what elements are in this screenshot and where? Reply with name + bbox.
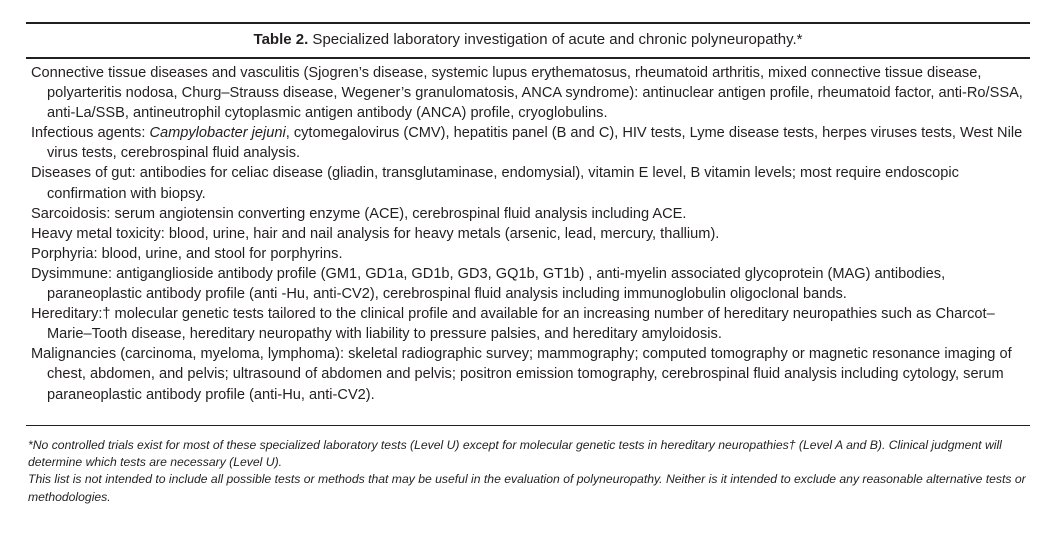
table-top-rule — [26, 22, 1030, 24]
entry-text: Hereditary:† molecular genetic tests tailored to the clinical profile and available for an increasing number of hereditary neuropathies such as Charcot–Marie–Tooth disease, hereditary neuropathy with liability to pressure palsies, and hereditary amyloidosis. — [31, 306, 995, 343]
entry-text: Heavy metal toxicity: blood, urine, hair and nail analysis for heavy metals (arsenic, lead, mercury, thallium). — [31, 225, 720, 242]
table-entry — [31, 204, 1027, 224]
entry-text: Connective tissue diseases and vasculitis (Sjogren’s disease, systemic lupus erythematosus, rheumatoid arthritis, mixed connective tissue disease, polyarteritis nodosa, Churg–Strauss disease, Wegener’s granulomatosis, ANCA syndrome): antinuclear antigen profile, rheumatoid factor, anti-Ro/SSA, anti-La/SSB, antineutrophil cytoplasmic antigen antibody (ANCA) profile, cryoglobulins. — [31, 65, 1023, 122]
entry-text: Sarcoidosis: serum angiotensin converting enzyme (ACE), cerebrospinal fluid analysis including ACE. — [31, 205, 687, 222]
entry-text: Dysimmune: antiganglioside antibody profile (GM1, GD1a, GD1b, GD3, GQ1b, GT1b) , anti-myelin associated glycoprotein (MAG) antibodies, paraneoplastic antibody profile (anti -Hu, anti-CV2), cerebrospinal fluid analysis including immunoglobulin oligoclonal bands. — [31, 265, 946, 303]
entry-italic-text: Campylobacter jejuni — [149, 125, 286, 142]
footnote: *No controlled trials exist for most of these specialized laboratory tests (Level U) except for molecular genetic tests in hereditary neuropathies† (Level A and B). Clinical judgment will determine which tests are necessary (Level U). — [28, 438, 1002, 470]
table-title: Specialized laboratory investigation of acute and chronic polyneuropathy.* — [308, 31, 803, 48]
entry-text: Malignancies (carcinoma, myeloma, lymphoma): skeletal radiographic survey; mammography; computed tomography or magnetic resonance imaging of chest, abdomen, and pelvis; ultrasound of abdomen and pelvis; positron emission tomography, cerebrospinal fluid analysis including cytology, serum paraneoplastic antibody profile (anti-Hu, anti-CV2). — [31, 346, 1012, 403]
table-entry — [31, 224, 1027, 244]
footnote: This list is not intended to include all possible tests or methods that may be useful in the evaluation of polyneuropathy. Neither is it intended to exclude any reasonable alternative tests or methodologies. — [28, 472, 1026, 504]
entry-text: Infectious agents: — [31, 125, 150, 142]
table-entry — [31, 264, 1027, 304]
table-entry — [31, 163, 1027, 203]
table-header-rule — [26, 57, 1030, 59]
entry-text-continued: , cytomegalovirus (CMV), hepatitis panel (B and C), HIV tests, Lyme disease tests, herpes viruses tests, West Nile virus tests, cerebrospinal fluid analysis. — [47, 125, 1023, 162]
table-label: Table 2. — [253, 31, 309, 48]
entry-text: Diseases of gut: antibodies for celiac disease (gliadin, transglutaminase, endomysial), vitamin E level, B vitamin levels; most require endoscopic confirmation with biopsy. — [31, 165, 959, 202]
table-entry — [31, 304, 1027, 344]
table-body — [31, 63, 1027, 405]
table-footnotes — [28, 437, 1028, 506]
table-entry — [31, 123, 1027, 163]
table-bottom-rule — [26, 425, 1030, 426]
table-caption — [26, 30, 1030, 50]
table-entry — [31, 344, 1027, 404]
entry-text: Porphyria: blood, urine, and stool for porphyrins. — [31, 245, 343, 262]
table-entry — [31, 244, 1027, 264]
table-entry — [31, 63, 1027, 123]
